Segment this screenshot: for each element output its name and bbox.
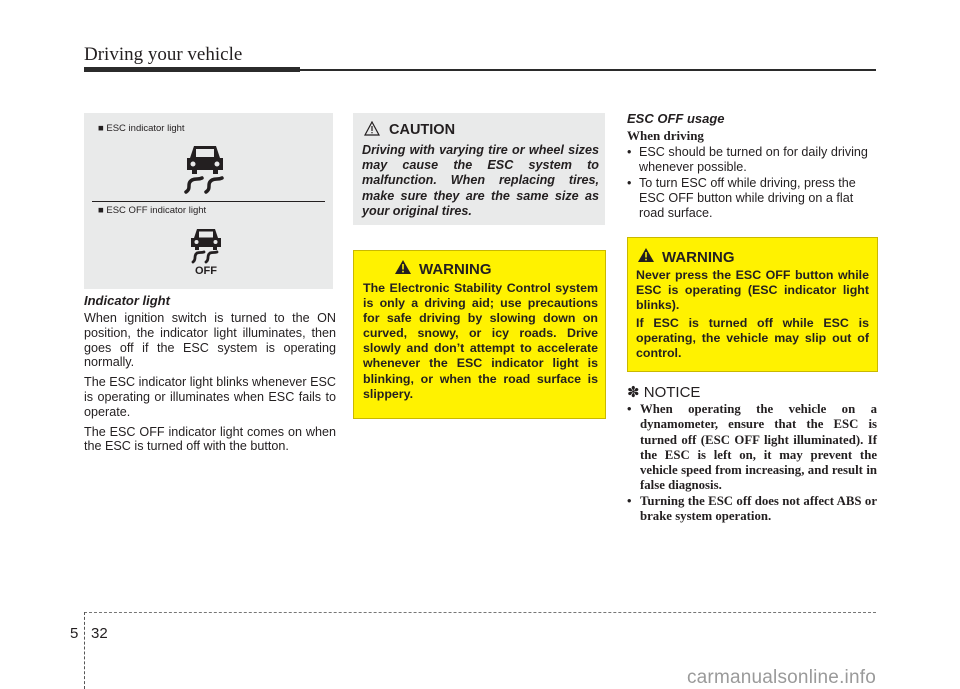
bullet-dot: • — [627, 176, 632, 190]
notice-heading: NOTICE — [643, 384, 701, 401]
caution-heading: CAUTION — [389, 122, 456, 138]
list-item — [627, 402, 877, 494]
bullet-text: To turn ESC off while driving, press the ESC OFF button while driving on a flat road surface. — [639, 176, 856, 220]
warning-triangle-icon — [394, 259, 412, 275]
warning-text-right-1: Never press the ESC OFF button while ESC is operating (ESC indicator light blinks). — [636, 268, 869, 313]
list-item — [627, 145, 877, 175]
bullet-dot: • — [627, 145, 632, 159]
notice-list — [627, 402, 877, 524]
warning-text-right-2: If ESC is turned off while ESC is operating, the vehicle may slip out of control. — [636, 316, 869, 361]
paragraph: The ESC OFF indicator light comes on when the ESC is turned off with the button. — [84, 424, 336, 454]
list-item — [627, 494, 877, 525]
bullet-dot: • — [627, 493, 632, 508]
bullet-dot: • — [627, 402, 632, 416]
caution-text: Driving with varying tire or wheel sizes may cause the ESC system to malfunction. When replacing tires, make sure they are the same size as your original tires. — [362, 143, 599, 218]
warning-text-center: The Electronic Stability Control system is only a driving aid; use precautions for safe driving by slowing down on curved, snowy, or icy roads. Drive slowly and don’t attempt to accelerate whenever the ESC indicator light is blinking, or when the road surface is slippery. — [363, 281, 598, 401]
notice-title — [627, 383, 700, 401]
chapter-number: 5 — [70, 625, 79, 642]
when-driving-subheading: When driving — [627, 128, 704, 143]
indicator-light-body — [84, 311, 336, 459]
paragraph: When ignition switch is turned to the ON position, the indicator light illuminates, then goes off if the ESC system is operating normally. — [84, 311, 336, 370]
header-rule-thick — [84, 67, 300, 72]
esc-off-indicator-caption: ■ ESC OFF indicator light — [98, 205, 207, 216]
warning-heading-right: WARNING — [662, 249, 735, 266]
esc-off-usage-title: ESC OFF usage — [627, 111, 725, 126]
esc-indicator-icon — [180, 140, 230, 196]
off-label: OFF — [195, 265, 217, 277]
notice-symbol-icon: ✽ — [627, 384, 640, 401]
list-item — [627, 176, 877, 221]
indicator-light-title: Indicator light — [84, 293, 170, 308]
esc-off-bullets — [627, 145, 877, 222]
panel-divider — [92, 201, 325, 202]
notice-text: Turning the ESC off does not affect ABS or brake system operation. — [640, 493, 877, 524]
paragraph: The ESC indicator light blinks whenever ESC is operating or illuminates when ESC fails to operate. — [84, 375, 336, 419]
header-rule-thin — [300, 69, 876, 71]
warning-heading-center: WARNING — [419, 261, 492, 278]
page-header-title: Driving your vehicle — [84, 44, 243, 65]
watermark: carmanualsonline.info — [686, 667, 876, 688]
caution-triangle-icon — [364, 121, 380, 136]
footer-rule — [84, 612, 876, 614]
notice-text: When operating the vehicle on a dynamometer, ensure that the ESC is turned off (ESC OFF light illuminated). If the ESC is left on, it may prevent the vehicle speed from increasing, and result in false diagnosis. — [640, 402, 877, 493]
bullet-text: ESC should be turned on for daily driving whenever possible. — [639, 145, 868, 174]
page-number: 32 — [91, 625, 108, 642]
esc-off-indicator-icon — [188, 226, 224, 264]
warning-triangle-icon — [637, 247, 655, 263]
esc-indicator-caption: ■ ESC indicator light — [98, 123, 185, 134]
footer-vertical-rule — [84, 612, 86, 689]
